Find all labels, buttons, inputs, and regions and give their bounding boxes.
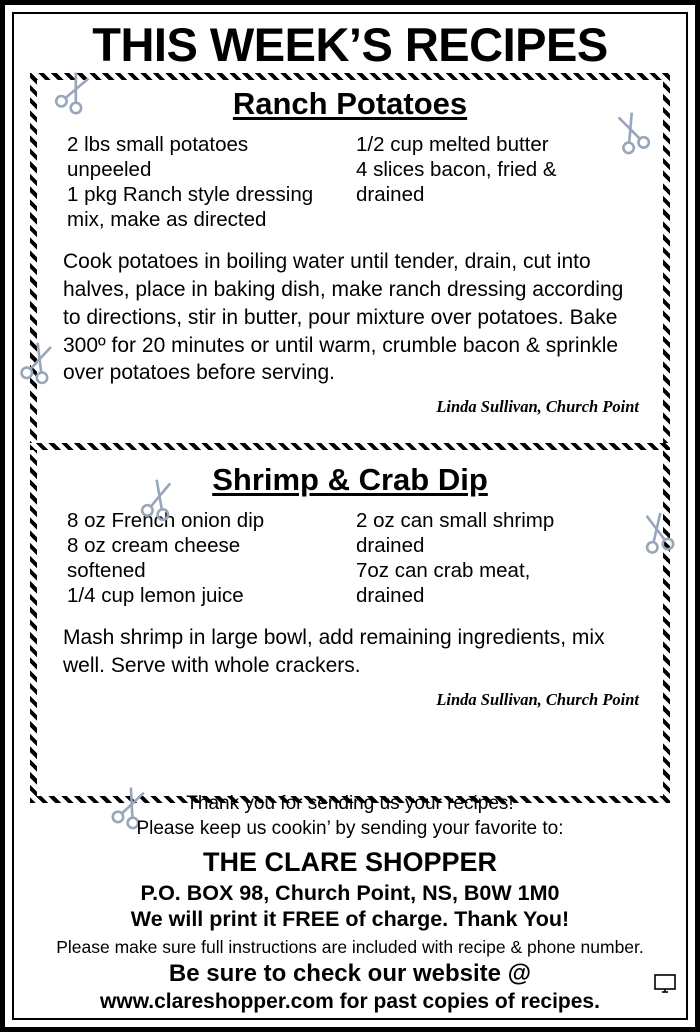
recipe-credit: Linda Sullivan, Church Point [436,396,639,416]
footer-thanks: Thank you for sending us your recipes! [186,793,514,814]
ingredient-column-right [350,508,641,608]
ingredient-line: softened [67,559,146,583]
business-name: THE CLARE SHOPPER [202,847,498,878]
recipe-method: Mash shrimp in large bowl, add remaining ingredients, mix well. Serve with whole crackers. [63,626,605,678]
ingredient-line: drained [356,183,425,207]
page-title: THIS WEEK’S RECIPES [92,18,608,71]
ingredient-line: 7oz can crab meat, [356,559,531,583]
recipe-method: Cook potatoes in boiling water until tender, drain, cut into halves, place in baking dish, make ranch dressing according to directions, stir in butter, pour mixture over potatoes. Bake 300º for 20 minutes or until warm, crumble bacon & sprinkle over potatoes before serving. [63,250,624,385]
ingredient-line: 1/4 cup lemon juice [67,584,244,608]
ingredient-column-left [59,132,350,232]
ingredient-list [59,508,641,608]
footer [22,792,678,1014]
ingredient-list [59,132,641,232]
ingredient-line: unpeeled [67,158,152,182]
recipe-shrimp-crab-dip [37,458,663,709]
footer-free-notice: We will print it FREE of charge. Thank You! [130,907,570,932]
ingredient-line: 4 slices bacon, fried & [356,158,557,182]
ingredient-line: drained [356,534,425,558]
ingredient-line: 1 pkg Ranch style dressing [67,183,314,207]
monitor-icon [654,974,676,994]
ingredient-line: 8 oz cream cheese [67,534,241,558]
ingredient-column-left [59,508,350,608]
page-inner-frame [12,12,688,1020]
footer-website-url[interactable]: www.clareshopper.com for past copies of recipes. [100,990,600,1014]
ingredient-line: 8 oz French onion dip [67,509,265,533]
ingredient-line: 2 oz can small shrimp [356,509,555,533]
footer-instructions-note: Please make sure full instructions are included with recipe & phone number. [56,937,644,958]
footer-invite: Please keep us cookin’ by sending your favorite to: [136,817,564,839]
coupon-content [37,80,663,796]
ingredient-line: 1/2 cup melted butter [356,133,549,157]
ingredient-column-right [350,132,641,232]
coupon-cutout-area [30,73,670,803]
ingredient-line: 2 lbs small potatoes [67,133,249,157]
recipe-title: Ranch Potatoes [232,86,468,122]
recipe-ranch-potatoes [37,82,663,417]
recipe-credit: Linda Sullivan, Church Point [436,689,639,709]
ingredient-line: mix, make as directed [67,208,267,232]
recipe-title: Shrimp & Crab Dip [212,462,488,498]
footer-website-prompt: Be sure to check our website @ [168,960,532,988]
business-address: P.O. BOX 98, Church Point, NS, B0W 1M0 [140,881,560,906]
ingredient-line: drained [356,584,425,608]
